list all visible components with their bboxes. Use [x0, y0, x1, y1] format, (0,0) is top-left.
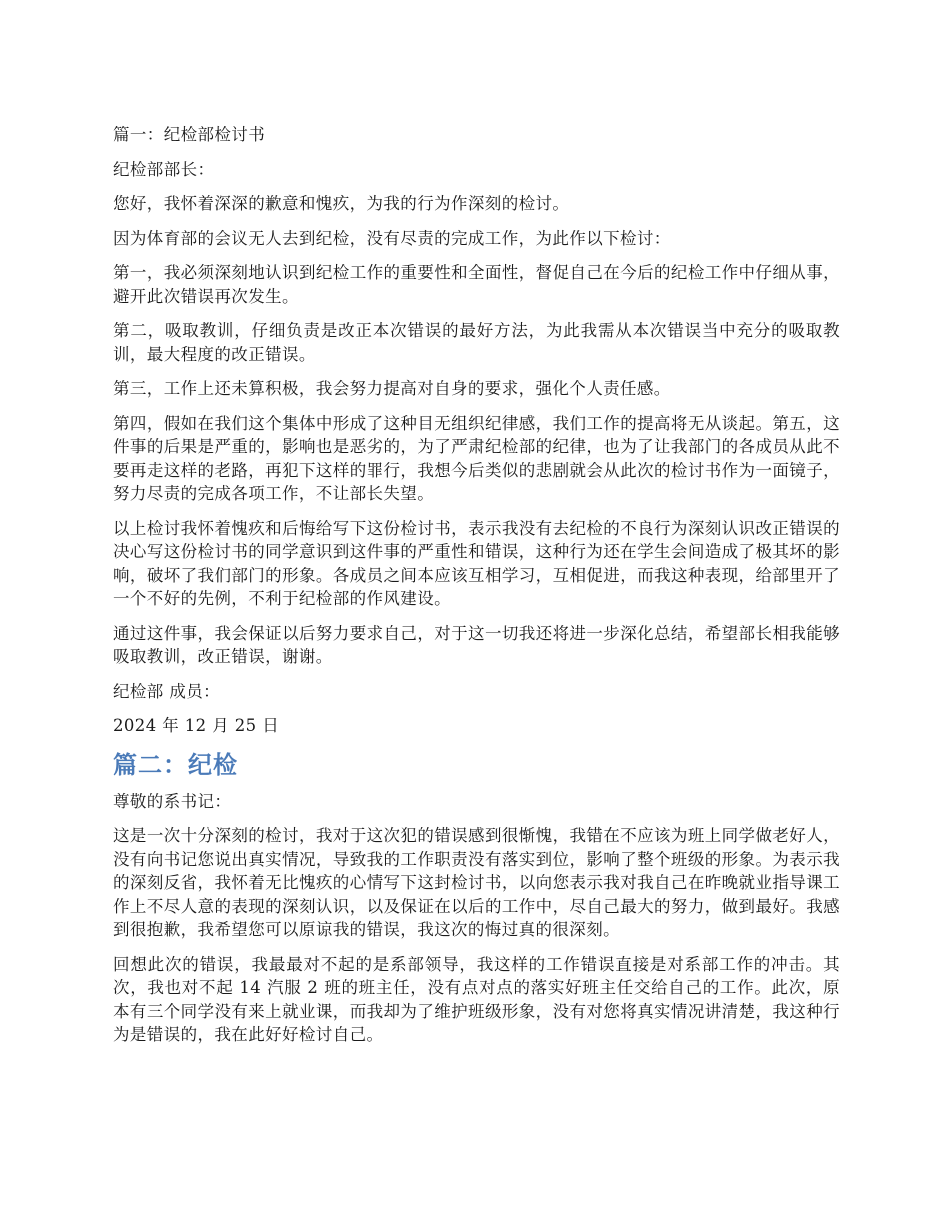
section1-title: 篇一：纪检部检讨书: [113, 125, 266, 144]
section2-paragraph-1: 这是一次十分深刻的检讨，我对于这次犯的错误感到很惭愧，我错在不应该为班上同学做老好人，没有向书记您说出真实情况，导致我的工作职责没有落实到位，影响了整个班级的形象。为表示我的深刻反省，我怀着无比愧疚的心情写下这封检讨书，以向您表示我对我自己在昨晚就业指导课工作上不尽人意的表现的深刻认识，以及保证在以后的工作中，尽自己最大的努力，做到最好。我感到很抱歉，我希望您可以原谅我的错误，我这次的悔过真的很深刻。: [113, 826, 840, 939]
section1-paragraph-7: 以上检讨我怀着愧疚和后悔给写下这份检讨书，表示我没有去纪检的不良行为深刻认识改正错误的决心写这份检讨书的同学意识到这件事的严重性和错误，这种行为还在学生会间造成了极其坏的影响，破坏了我们部门的形象。各成员之间本应该互相学习，互相促进，而我这种表现，给部里开了一个不好的先例，不利于纪检部的作风建设。: [113, 518, 840, 608]
section1-date: 2024 年 12 月 25 日: [113, 716, 280, 735]
section1-paragraph-4: 第二，吸取教训，仔细负责是改正本次错误的最好方法，为此我需从本次错误当中充分的吸取教训，最大程度的改正错误。: [113, 321, 840, 364]
section1-paragraph-8: 通过这件事，我会保证以后努力要求自己，对于这一切我还将进一步深化总结，希望部长相我能够吸取教训，改正错误，谢谢。: [113, 623, 840, 666]
section2-heading: 篇二：纪检: [113, 750, 238, 779]
section1-paragraph-3: 第一，我必须深刻地认识到纪检工作的重要性和全面性，督促自己在今后的纪检工作中仔细从事，避开此次错误再次发生。: [113, 263, 840, 306]
section1-paragraph-2: 因为体育部的会议无人去到纪检，没有尽责的完成工作，为此作以下检讨：: [113, 228, 671, 248]
section2-salutation: 尊敬的系书记：: [113, 791, 232, 811]
section1-paragraph-6: 第四，假如在我们这个集体中形成了这种目无组织纪律感，我们工作的提高将无从谈起。第五，这件事的后果是严重的，影响也是恶劣的，为了严肃纪检部的纪律，也为了让我部门的各成员从此不要再走这样的老路，再犯下这样的罪行，我想今后类似的悲剧就会从此次的检讨书作为一面镜子，努力尽责的完成各项工作，不让部长失望。: [113, 413, 840, 503]
section1-paragraph-5: 第三，工作上还未算积极，我会努力提高对自身的要求，强化个人责任感。: [113, 379, 671, 398]
section1-salutation: 纪检部部长：: [113, 159, 215, 179]
section1-paragraph-1: 您好，我怀着深深的歉意和愧疚，为我的行为作深刻的检讨。: [113, 194, 570, 213]
section1-signature: 纪检部 成员：: [113, 681, 221, 701]
document-page: [113, 123, 840, 1058]
section2-paragraph-2: 回想此次的错误，我最最对不起的是系部领导，我这样的工作错误直接是对系部工作的冲击。其次，我也对不起 14 汽服 2 班的班主任，没有点对点的落实好班主任交给自己的工作。此次，原本有三个同学没有来上就业课，而我却为了维护班级形象，没有对您将真实情况讲清楚，我这种行为是错误的，我在此好好检讨自己。: [113, 954, 840, 1044]
